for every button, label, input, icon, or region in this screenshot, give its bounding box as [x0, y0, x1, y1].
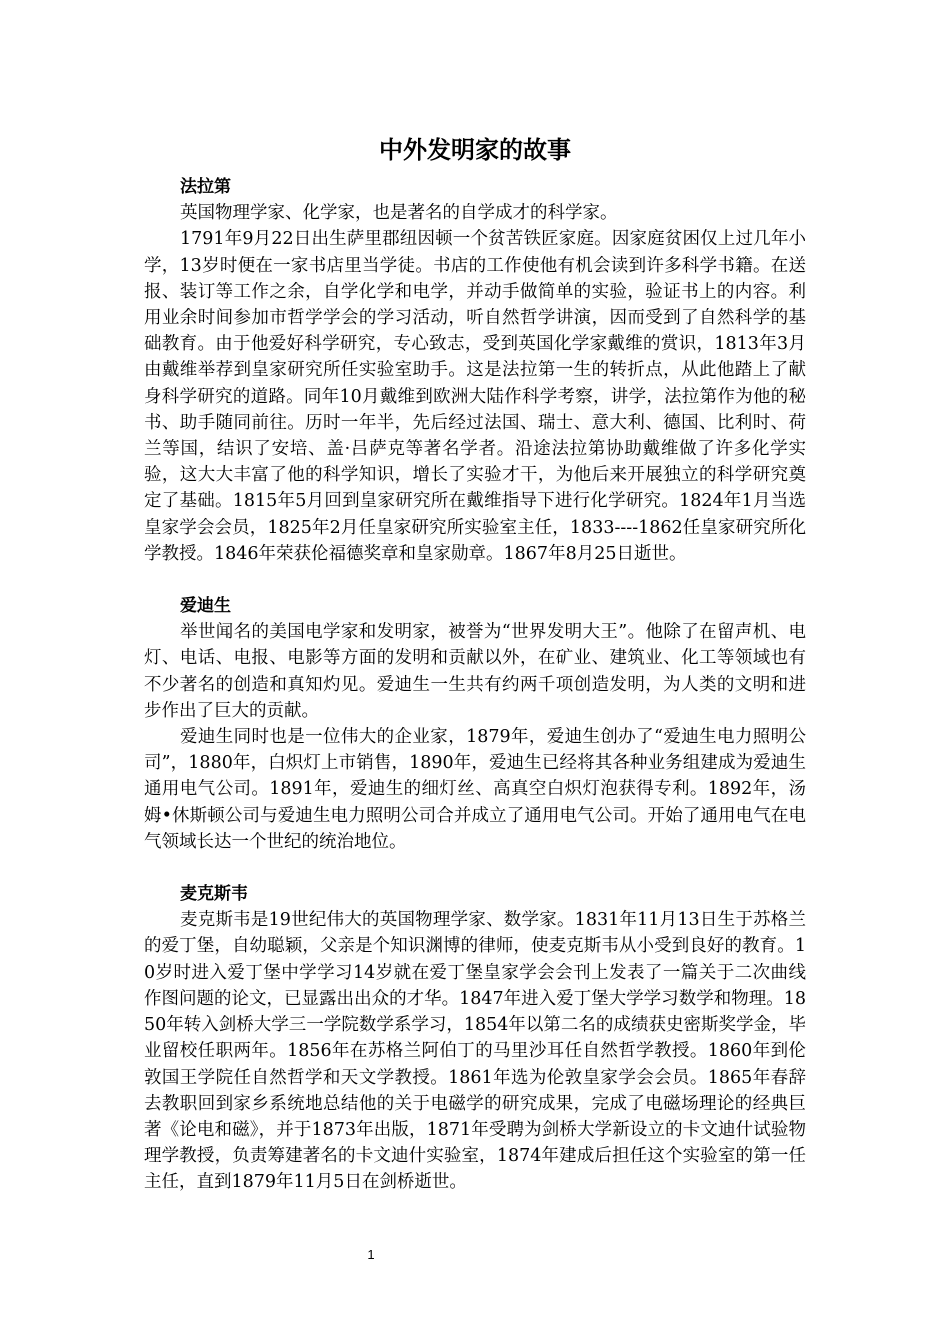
- paragraph: 爱迪生同时也是一位伟大的企业家，1879年，爱迪生创办了“爱迪生电力照明公司”，1880年，白炽灯上市销售，1890年，爱迪生已经将其各种业务组建成为爱迪生通用电气公司。1891年，爱迪生的细灯丝、高真空白炽灯泡获得专利。1892年，汤姆•休斯顿公司与爱迪生电力照明公司合并成立了通用电气公司。开始了通用电气在电气领域长达一个世纪的统治地位。: [144, 727, 806, 852]
- document-body: [144, 174, 806, 1196]
- section-heading: 爱迪生: [180, 596, 231, 617]
- section-heading: 法拉第: [180, 177, 231, 197]
- section-faraday: [144, 174, 806, 567]
- section-maxwell: [144, 881, 806, 1195]
- paragraph: 1791年9月22日出生萨里郡纽因顿一个贫苦铁匠家庭。因家庭贫困仅上过几年小学，13岁时便在一家书店里当学徒。书店的工作使他有机会读到许多科学书籍。在送报、装订等工作之余，自学化学和电学，并动手做简单的实验，验证书上的内容。利用业余时间参加市哲学学会的学习活动，听自然哲学讲演，因而受到了自然科学的基础教育。由于他爱好科学研究，专心致志，受到英国化学家戴维的赏识，1813年3月由戴维举荐到皇家研究所任实验室助手。这是法拉第一生的转折点，从此他踏上了献身科学研究的道路。同年10月戴维到欧洲大陆作科学考察，讲学，法拉第作为他的秘书、助手随同前往。历时一年半，先后经过法国、瑞士、意大利、德国、比利时、荷兰等国，结识了安培、盖·吕萨克等著名学者。沿途法拉第协助戴维做了许多化学实验，这大大丰富了他的科学知识，增长了实验才干，为他后来开展独立的科学研究奠定了基础。1815年5月回到皇家研究所在戴维指导下进行化学研究。1824年1月当选皇家学会会员，1825年2月任皇家研究所实验室主任，1833----1862任皇家研究所化学教授。1846年荣获伦福德奖章和皇家勋章。1867年8月25日逝世。: [144, 229, 806, 564]
- paragraph: 英国物理学家、化学家，也是著名的自学成才的科学家。: [180, 203, 618, 224]
- page-number: 1: [367, 1247, 375, 1262]
- page-title: 中外发明家的故事: [379, 136, 571, 164]
- section-edison: [144, 593, 806, 855]
- section-heading: 麦克斯韦: [180, 884, 248, 905]
- paragraph: 举世闻名的美国电学家和发明家，被誉为“世界发明大王”。他除了在留声机、电灯、电话、电报、电影等方面的发明和贡献以外，在矿业、建筑业、化工等领域也有不少著名的创造和真知灼见。爱迪生一生共有约两千项创造发明，为人类的文明和进步作出了巨大的贡献。: [144, 622, 806, 721]
- paragraph: 麦克斯韦是19世纪伟大的英国物理学家、数学家。1831年11月13日生于苏格兰的爱丁堡，自幼聪颖，父亲是个知识渊博的律师，使麦克斯韦从小受到良好的教育。10岁时进入爱丁堡中学学习14岁就在爱丁堡皇家学会会刊上发表了一篇关于二次曲线作图问题的论文，已显露出出众的才华。1847年进入爱丁堡大学学习数学和物理。1850年转入剑桥大学三一学院数学系学习，1854年以第二名的成绩获史密斯奖学金，毕业留校任职两年。1856年在苏格兰阿伯丁的马里沙耳任自然哲学教授。1860年到伦敦国王学院任自然哲学和天文学教授。1861年选为伦敦皇家学会会员。1865年春辞去教职回到家乡系统地总结他的关于电磁学的研究成果，完成了电磁场理论的经典巨著《论电和磁》，并于1873年出版，1871年受聘为剑桥大学新设立的卡文迪什试验物理学教授，负责筹建著名的卡文迪什实验室，1874年建成后担任这个实验室的第一任主任，直到1879年11月5日在剑桥逝世。: [144, 910, 806, 1193]
